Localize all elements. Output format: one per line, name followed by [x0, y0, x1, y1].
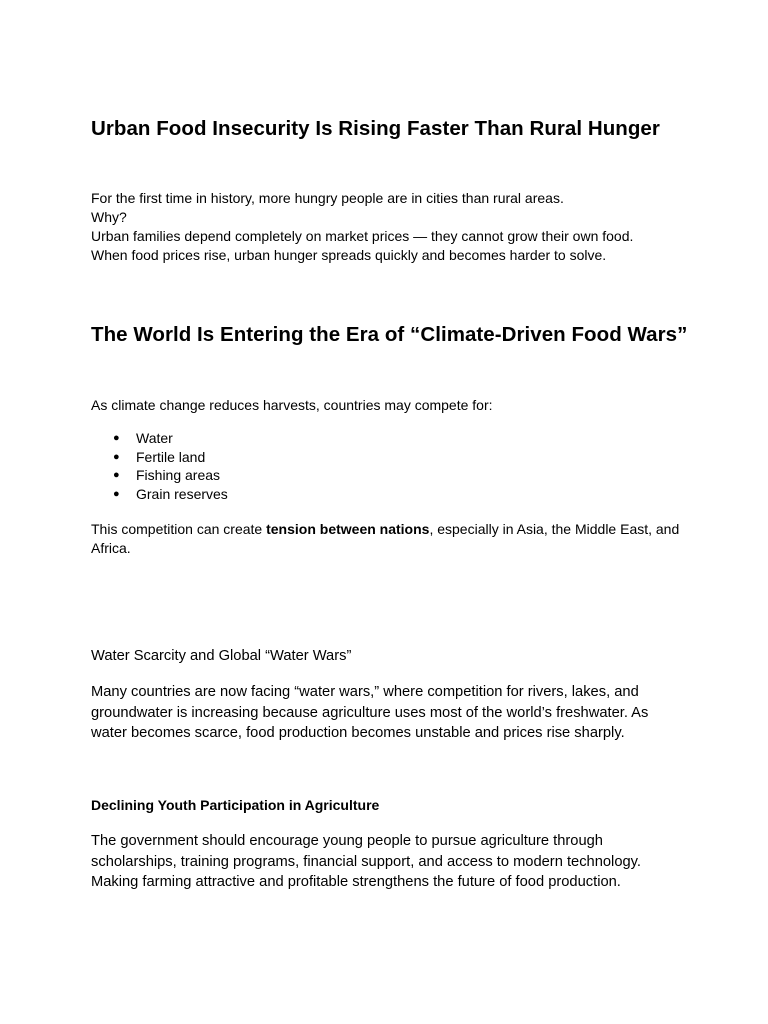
climate-intro-text: As climate change reduces harvests, countries may compete for:	[91, 397, 493, 413]
heading-water-scarcity: Water Scarcity and Global “Water Wars”	[91, 648, 352, 664]
list-item: ● Fertile land	[91, 448, 228, 467]
water-wars-paragraph: Many countries are now facing “water wars,” where competition for rivers, lakes, and groundwater is increasing because agriculture uses most of the world’s freshwater. As water becomes scarce, food production becomes unstable and prices rise sharply.	[91, 684, 649, 741]
paragraph-line: When food prices rise, urban hunger spreads quickly and becomes harder to solve.	[91, 247, 607, 263]
paragraph-line: Urban families depend completely on market prices — they cannot grow their own food.	[91, 228, 634, 244]
emphasis-text: tension between nations	[266, 521, 430, 537]
compete-resources-list	[91, 429, 228, 504]
paragraph-line: For the first time in history, more hungry people are in cities than rural areas.	[91, 190, 564, 206]
competition-tension-paragraph	[91, 520, 691, 558]
heading-climate-food-wars: The World Is Entering the Era of “Climate-Driven Food Wars”	[91, 323, 688, 346]
list-item: ● Grain reserves	[91, 485, 228, 504]
paragraph-line: Why?	[91, 209, 127, 225]
urban-hunger-paragraph	[91, 189, 691, 265]
heading-youth-participation: Declining Youth Participation in Agriculture	[91, 797, 380, 813]
text-run: This competition can create	[91, 521, 267, 537]
list-item: ● Fishing areas	[91, 466, 228, 485]
list-item: ● Water	[91, 429, 228, 448]
text-run: , especially in Asia, the Middle East, and Africa.	[91, 521, 680, 556]
heading-urban-food-insecurity: Urban Food Insecurity Is Rising Faster Than Rural Hunger	[91, 117, 660, 140]
youth-agriculture-paragraph: The government should encourage young people to pursue agriculture through scholarships, training programs, financial support, and access to modern technology. Making farming attractive and profitable strengthens the future of food production.	[91, 833, 641, 890]
